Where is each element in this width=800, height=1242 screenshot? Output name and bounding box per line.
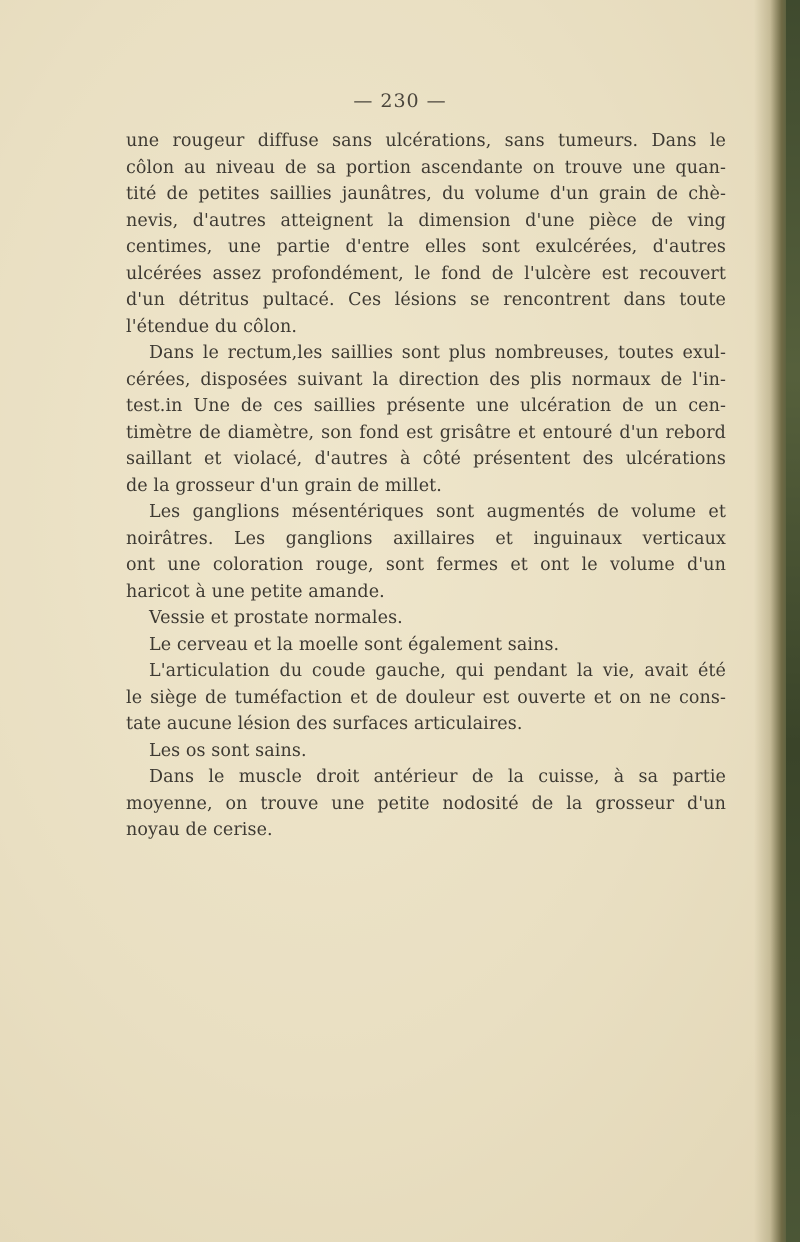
text-line: côlon au niveau de sa portion ascendante on trouve une quan- [126,157,726,178]
text-line: tate aucune lésion des surfaces articulaires. [126,714,523,734]
text-line: une rougeur diffuse sans ulcérations, sans tumeurs. Dans le [126,131,726,151]
text-line: d'un détritus pultacé. Ces lésions se rencontrent dans toute [126,290,726,310]
text-line: saillant et violacé, d'autres à côté présentent des ulcérations [126,449,726,469]
text-line: Dans le muscle droit antérieur de la cuisse, à sa partie [149,767,726,787]
text-line: nevis, d'autres atteignent la dimension d'une pièce de ving [126,210,726,231]
text-line: ulcérées assez profondément, le fond de l'ulcère est recouvert [126,263,726,284]
book-binding-edge [786,0,800,1242]
text-line: noirâtres. Les ganglions axillaires et inguinaux verticaux [126,528,726,549]
text-line: de la grosseur d'un grain de millet. [126,475,442,496]
text-line: L'articulation du coude gauche, qui pendant la vie, avait été [149,661,726,681]
text-line: centimes, une partie d'entre elles sont exulcérées, d'autres [126,237,726,257]
body-text [126,128,726,844]
text-line: Le cerveau et la moelle sont également sains. [149,634,560,655]
text-line: Les os sont sains. [149,740,307,761]
page-number: — 230 — [353,90,447,112]
text-line: test.in Une de ces saillies présente une ulcération de un cen- [126,396,726,416]
text-line: timètre de diamètre, son fond est grisâtre et entouré d'un rebord [126,422,726,443]
text-line: tité de petites saillies jaunâtres, du volume d'un grain de chè- [126,184,726,204]
text-line: Dans le rectum,les saillies sont plus nombreuses, toutes exul- [149,343,726,363]
text-line: le siège de tuméfaction et de douleur est ouverte et on ne cons- [126,687,726,708]
text-line: Vessie et prostate normales. [149,608,403,628]
text-line: moyenne, on trouve une petite nodosité de la grosseur d'un [126,793,726,814]
text-line: noyau de cerise. [126,820,273,840]
text-line: Les ganglions mésentériques sont augmentés de volume et [149,502,726,522]
text-line: ont une coloration rouge, sont fermes et ont le volume d'un [126,555,726,575]
text-line: l'étendue du côlon. [126,316,298,337]
text-line: haricot à une petite amande. [126,581,385,602]
text-line: cérées, disposées suivant la direction des plis normaux de l'in- [126,369,726,390]
